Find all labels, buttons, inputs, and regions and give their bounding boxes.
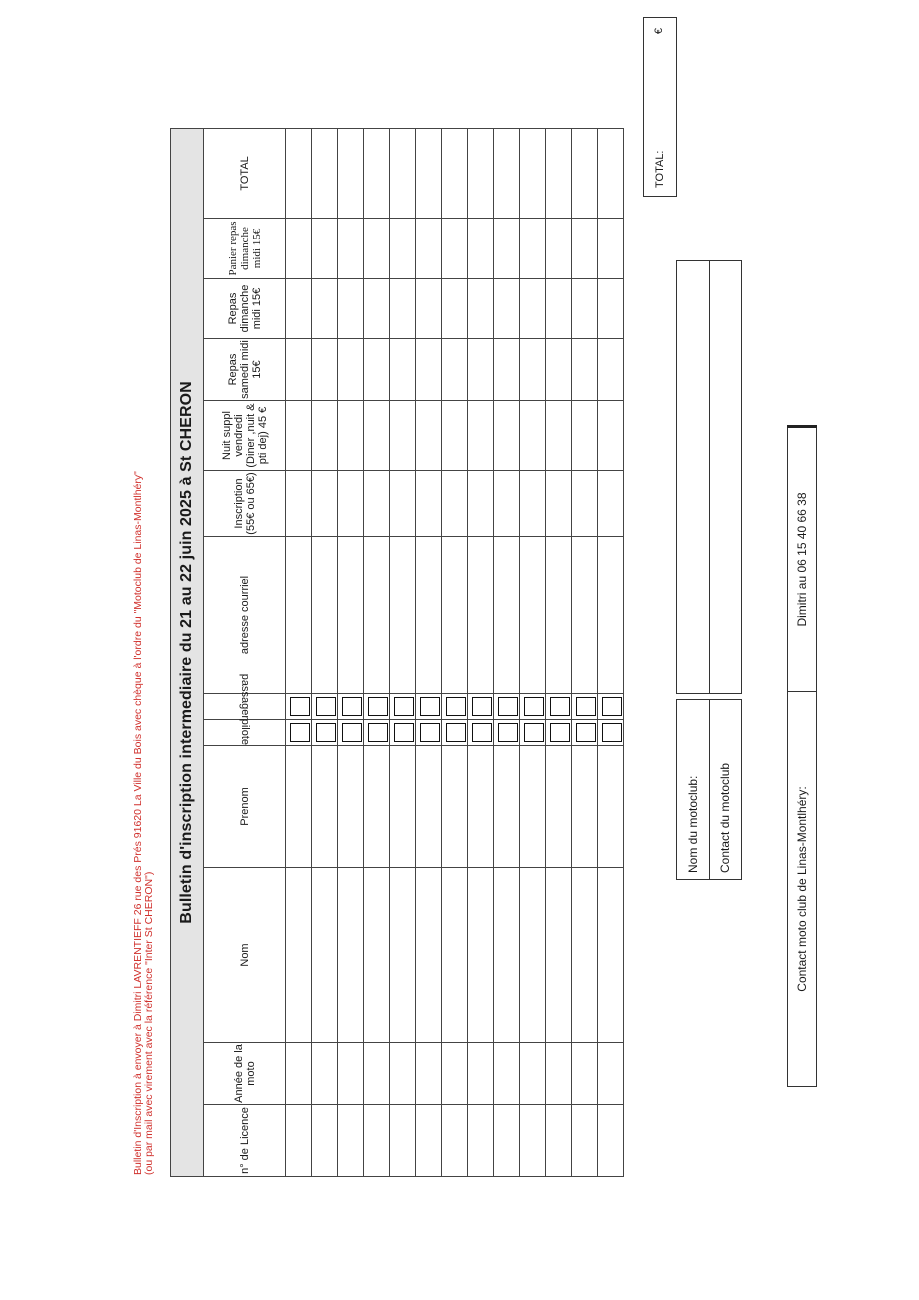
cell-repas-dimanche[interactable] xyxy=(390,279,416,339)
registration-rows xyxy=(286,128,624,1176)
cell-nuit[interactable] xyxy=(312,401,338,471)
table-row xyxy=(572,128,598,1176)
cell-inscription[interactable] xyxy=(598,471,624,537)
cell-courriel[interactable] xyxy=(546,537,572,694)
cell-nuit[interactable] xyxy=(468,401,494,471)
header-nuit-suppl: Nuit suppl vendredi (Diner ,nuit & pti dej) 45 € xyxy=(204,401,286,471)
cell-repas-samedi[interactable] xyxy=(312,339,338,401)
cell-panier[interactable] xyxy=(468,219,494,279)
cell-courriel[interactable] xyxy=(494,537,520,694)
cell-nuit[interactable] xyxy=(338,401,364,471)
cell-total[interactable] xyxy=(546,128,572,218)
header-licence: n° de Licence xyxy=(204,1105,286,1177)
motoclub-contact-label: Contact du motoclub xyxy=(709,700,742,880)
cell-passager[interactable] xyxy=(416,694,442,720)
contact-table xyxy=(787,425,817,1087)
table-row xyxy=(468,128,494,1176)
cell-nuit[interactable] xyxy=(494,401,520,471)
cell-annee[interactable] xyxy=(598,1043,624,1105)
cell-passager[interactable] xyxy=(390,694,416,720)
cell-prenom[interactable] xyxy=(546,746,572,868)
cell-inscription[interactable] xyxy=(494,471,520,537)
cell-nom[interactable] xyxy=(494,868,520,1043)
cell-annee[interactable] xyxy=(286,1043,312,1105)
cell-courriel[interactable] xyxy=(416,537,442,694)
cell-prenom[interactable] xyxy=(572,746,598,868)
cell-pilote[interactable] xyxy=(364,720,390,746)
header-courriel: adresse courriel xyxy=(204,537,286,694)
cell-repas-samedi[interactable] xyxy=(520,339,546,401)
cell-repas-samedi[interactable] xyxy=(546,339,572,401)
cell-panier[interactable] xyxy=(598,219,624,279)
cell-pilote[interactable] xyxy=(468,720,494,746)
cell-inscription[interactable] xyxy=(312,471,338,537)
cell-passager[interactable] xyxy=(468,694,494,720)
cell-annee[interactable] xyxy=(546,1043,572,1105)
cell-nom[interactable] xyxy=(416,868,442,1043)
cell-inscription[interactable] xyxy=(468,471,494,537)
cell-courriel[interactable] xyxy=(442,537,468,694)
pilote-checkbox[interactable] xyxy=(472,723,492,742)
passager-checkbox[interactable] xyxy=(290,697,310,716)
table-row xyxy=(312,128,338,1176)
contact-value: Dimitri au 06 15 40 66 38 xyxy=(788,427,817,692)
cell-pilote[interactable] xyxy=(546,720,572,746)
cell-nom[interactable] xyxy=(468,868,494,1043)
cell-pilote[interactable] xyxy=(338,720,364,746)
cell-inscription[interactable] xyxy=(338,471,364,537)
grand-total-box[interactable] xyxy=(643,17,677,197)
cell-nom[interactable] xyxy=(546,868,572,1043)
cell-pilote[interactable] xyxy=(494,720,520,746)
pilote-checkbox[interactable] xyxy=(368,723,388,742)
cell-repas-samedi[interactable] xyxy=(364,339,390,401)
cell-total[interactable] xyxy=(364,128,390,218)
cell-total[interactable] xyxy=(390,128,416,218)
cell-licence[interactable] xyxy=(598,1105,624,1177)
cell-panier[interactable] xyxy=(416,219,442,279)
pilote-checkbox[interactable] xyxy=(498,723,518,742)
header-inscription: Inscription (55€ ou 65€) xyxy=(204,471,286,537)
cell-nom[interactable] xyxy=(338,868,364,1043)
cell-panier[interactable] xyxy=(286,219,312,279)
pilote-checkbox[interactable] xyxy=(524,723,544,742)
cell-annee[interactable] xyxy=(468,1043,494,1105)
cell-pilote[interactable] xyxy=(286,720,312,746)
motoclub-name-field[interactable] xyxy=(677,261,710,694)
cell-panier[interactable] xyxy=(338,219,364,279)
cell-repas-dimanche[interactable] xyxy=(312,279,338,339)
pilote-checkbox[interactable] xyxy=(446,723,466,742)
cell-panier[interactable] xyxy=(312,219,338,279)
cell-prenom[interactable] xyxy=(598,746,624,868)
header-annee-moto: Année de la moto xyxy=(204,1043,286,1105)
table-row xyxy=(416,128,442,1176)
cell-repas-dimanche[interactable] xyxy=(442,279,468,339)
cell-inscription[interactable] xyxy=(416,471,442,537)
pilote-checkbox[interactable] xyxy=(316,723,336,742)
cell-repas-dimanche[interactable] xyxy=(598,279,624,339)
cell-repas-samedi[interactable] xyxy=(286,339,312,401)
passager-checkbox[interactable] xyxy=(524,697,544,716)
cell-repas-dimanche[interactable] xyxy=(494,279,520,339)
header-pilote xyxy=(204,720,286,746)
header-prenom: Prenom xyxy=(204,746,286,868)
cell-courriel[interactable] xyxy=(520,537,546,694)
instructions xyxy=(133,75,155,1175)
cell-licence[interactable] xyxy=(312,1105,338,1177)
pilote-checkbox[interactable] xyxy=(290,723,310,742)
table-row xyxy=(598,128,624,1176)
cell-courriel[interactable] xyxy=(468,537,494,694)
cell-nuit[interactable] xyxy=(546,401,572,471)
cell-repas-samedi[interactable] xyxy=(442,339,468,401)
cell-licence[interactable] xyxy=(364,1105,390,1177)
cell-annee[interactable] xyxy=(390,1043,416,1105)
pilote-checkbox[interactable] xyxy=(342,723,362,742)
cell-passager[interactable] xyxy=(364,694,390,720)
cell-inscription[interactable] xyxy=(546,471,572,537)
cell-panier[interactable] xyxy=(572,219,598,279)
cell-courriel[interactable] xyxy=(312,537,338,694)
passager-checkbox[interactable] xyxy=(342,697,362,716)
motoclub-gap xyxy=(709,694,742,700)
cell-passager[interactable] xyxy=(442,694,468,720)
passager-checkbox[interactable] xyxy=(446,697,466,716)
cell-courriel[interactable] xyxy=(390,537,416,694)
instructions-line-2: (ou par mail avec virement avec la référence "Inter St CHERON") xyxy=(143,871,155,1175)
cell-passager[interactable] xyxy=(494,694,520,720)
cell-total[interactable] xyxy=(312,128,338,218)
registration-table xyxy=(170,128,624,1177)
passager-checkbox[interactable] xyxy=(420,697,440,716)
cell-repas-dimanche[interactable] xyxy=(572,279,598,339)
cell-annee[interactable] xyxy=(442,1043,468,1105)
cell-repas-dimanche[interactable] xyxy=(468,279,494,339)
cell-nom[interactable] xyxy=(442,868,468,1043)
cell-nom[interactable] xyxy=(364,868,390,1043)
cell-panier[interactable] xyxy=(520,219,546,279)
cell-passager[interactable] xyxy=(598,694,624,720)
cell-nom[interactable] xyxy=(520,868,546,1043)
cell-repas-samedi[interactable] xyxy=(572,339,598,401)
cell-prenom[interactable] xyxy=(520,746,546,868)
cell-repas-dimanche[interactable] xyxy=(286,279,312,339)
pilote-checkbox[interactable] xyxy=(576,723,596,742)
cell-annee[interactable] xyxy=(338,1043,364,1105)
cell-panier[interactable] xyxy=(364,219,390,279)
cell-nom[interactable] xyxy=(390,868,416,1043)
cell-passager[interactable] xyxy=(520,694,546,720)
motoclub-name-label: Nom du motoclub: xyxy=(677,700,710,880)
contact-label: Contact moto club de Linas-Montlhéry: xyxy=(788,692,817,1087)
pilote-checkbox[interactable] xyxy=(420,723,440,742)
cell-nom[interactable] xyxy=(312,868,338,1043)
grand-total-currency: € xyxy=(653,28,665,35)
cell-inscription[interactable] xyxy=(286,471,312,537)
cell-licence[interactable] xyxy=(572,1105,598,1177)
cell-total[interactable] xyxy=(416,128,442,218)
cell-courriel[interactable] xyxy=(598,537,624,694)
cell-repas-samedi[interactable] xyxy=(338,339,364,401)
cell-prenom[interactable] xyxy=(338,746,364,868)
cell-nuit[interactable] xyxy=(286,401,312,471)
cell-licence[interactable] xyxy=(468,1105,494,1177)
cell-total[interactable] xyxy=(442,128,468,218)
cell-licence[interactable] xyxy=(416,1105,442,1177)
table-row xyxy=(546,128,572,1176)
cell-nom[interactable] xyxy=(286,868,312,1043)
cell-repas-dimanche[interactable] xyxy=(416,279,442,339)
cell-inscription[interactable] xyxy=(520,471,546,537)
header-panier-repas: Panier repas dimanche midi 15€ xyxy=(204,219,286,279)
cell-annee[interactable] xyxy=(520,1043,546,1105)
passager-checkbox[interactable] xyxy=(472,697,492,716)
cell-passager[interactable] xyxy=(546,694,572,720)
grand-total-label: TOTAL: xyxy=(654,150,666,188)
cell-panier[interactable] xyxy=(442,219,468,279)
cell-total[interactable] xyxy=(494,128,520,218)
motoclub-gap xyxy=(677,694,710,700)
cell-total[interactable] xyxy=(572,128,598,218)
cell-repas-samedi[interactable] xyxy=(468,339,494,401)
table-row xyxy=(390,128,416,1176)
cell-pilote[interactable] xyxy=(416,720,442,746)
pilote-checkbox[interactable] xyxy=(602,723,622,742)
form-title: Bulletin d'inscription intermediaire du 21 au 22 juin 2025 à St CHERON xyxy=(171,128,204,1176)
cell-total[interactable] xyxy=(286,128,312,218)
passager-checkbox[interactable] xyxy=(550,697,570,716)
header-passager-label: passager xyxy=(238,673,251,719)
cell-courriel[interactable] xyxy=(286,537,312,694)
table-row xyxy=(338,128,364,1176)
pilote-checkbox[interactable] xyxy=(394,723,414,742)
cell-licence[interactable] xyxy=(520,1105,546,1177)
cell-annee[interactable] xyxy=(572,1043,598,1105)
cell-courriel[interactable] xyxy=(364,537,390,694)
cell-repas-samedi[interactable] xyxy=(390,339,416,401)
cell-courriel[interactable] xyxy=(338,537,364,694)
passager-checkbox[interactable] xyxy=(368,697,388,716)
cell-inscription[interactable] xyxy=(364,471,390,537)
cell-passager[interactable] xyxy=(338,694,364,720)
cell-nom[interactable] xyxy=(598,868,624,1043)
cell-total[interactable] xyxy=(468,128,494,218)
cell-prenom[interactable] xyxy=(390,746,416,868)
cell-passager[interactable] xyxy=(286,694,312,720)
cell-pilote[interactable] xyxy=(442,720,468,746)
cell-nuit[interactable] xyxy=(572,401,598,471)
cell-panier[interactable] xyxy=(546,219,572,279)
cell-courriel[interactable] xyxy=(572,537,598,694)
table-row xyxy=(286,128,312,1176)
cell-prenom[interactable] xyxy=(442,746,468,868)
table-row xyxy=(520,128,546,1176)
cell-inscription[interactable] xyxy=(390,471,416,537)
cell-annee[interactable] xyxy=(494,1043,520,1105)
cell-pilote[interactable] xyxy=(520,720,546,746)
cell-panier[interactable] xyxy=(390,219,416,279)
cell-pilote[interactable] xyxy=(312,720,338,746)
passager-checkbox[interactable] xyxy=(576,697,596,716)
cell-prenom[interactable] xyxy=(286,746,312,868)
table-row xyxy=(494,128,520,1176)
cell-prenom[interactable] xyxy=(468,746,494,868)
cell-nuit[interactable] xyxy=(416,401,442,471)
passager-checkbox[interactable] xyxy=(602,697,622,716)
cell-panier[interactable] xyxy=(494,219,520,279)
cell-prenom[interactable] xyxy=(494,746,520,868)
cell-annee[interactable] xyxy=(364,1043,390,1105)
cell-prenom[interactable] xyxy=(416,746,442,868)
header-pilote-label: pilote xyxy=(238,718,251,745)
cell-prenom[interactable] xyxy=(364,746,390,868)
pilote-checkbox[interactable] xyxy=(550,723,570,742)
header-nom: Nom xyxy=(204,868,286,1043)
cell-licence[interactable] xyxy=(494,1105,520,1177)
cell-licence[interactable] xyxy=(442,1105,468,1177)
cell-nuit[interactable] xyxy=(598,401,624,471)
table-row xyxy=(364,128,390,1176)
cell-repas-samedi[interactable] xyxy=(416,339,442,401)
header-repas-samedi: Repas samedi midi 15€ xyxy=(204,339,286,401)
cell-annee[interactable] xyxy=(416,1043,442,1105)
cell-repas-dimanche[interactable] xyxy=(338,279,364,339)
motoclub-contact-field[interactable] xyxy=(709,261,742,694)
cell-licence[interactable] xyxy=(338,1105,364,1177)
cell-annee[interactable] xyxy=(312,1043,338,1105)
cell-repas-samedi[interactable] xyxy=(494,339,520,401)
table-row xyxy=(442,128,468,1176)
cell-passager[interactable] xyxy=(312,694,338,720)
cell-licence[interactable] xyxy=(286,1105,312,1177)
header-passager xyxy=(204,673,286,720)
cell-total[interactable] xyxy=(598,128,624,218)
passager-checkbox[interactable] xyxy=(394,697,414,716)
cell-nuit[interactable] xyxy=(364,401,390,471)
cell-nom[interactable] xyxy=(572,868,598,1043)
passager-checkbox[interactable] xyxy=(498,697,518,716)
cell-repas-dimanche[interactable] xyxy=(546,279,572,339)
cell-nuit[interactable] xyxy=(520,401,546,471)
cell-total[interactable] xyxy=(520,128,546,218)
cell-total[interactable] xyxy=(338,128,364,218)
cell-nuit[interactable] xyxy=(442,401,468,471)
header-repas-dimanche: Repas dimanche midi 15€ xyxy=(204,279,286,339)
cell-repas-dimanche[interactable] xyxy=(364,279,390,339)
cell-repas-dimanche[interactable] xyxy=(520,279,546,339)
cell-prenom[interactable] xyxy=(312,746,338,868)
cell-licence[interactable] xyxy=(546,1105,572,1177)
cell-licence[interactable] xyxy=(390,1105,416,1177)
header-total: TOTAL xyxy=(204,128,286,218)
motoclub-table xyxy=(676,260,742,880)
cell-nuit[interactable] xyxy=(390,401,416,471)
cell-pilote[interactable] xyxy=(390,720,416,746)
cell-passager[interactable] xyxy=(572,694,598,720)
instructions-line-1: Bulletin d'Inscription à envoyer à Dimitri LAVRENTIEFF 26 rue des Prés 91620 La Ville du Bois avec chèque à l'ordre du "Motoclub de Linas-Montlhéry" xyxy=(132,471,144,1175)
cell-repas-samedi[interactable] xyxy=(598,339,624,401)
passager-checkbox[interactable] xyxy=(316,697,336,716)
cell-inscription[interactable] xyxy=(572,471,598,537)
cell-pilote[interactable] xyxy=(572,720,598,746)
cell-inscription[interactable] xyxy=(442,471,468,537)
cell-pilote[interactable] xyxy=(598,720,624,746)
